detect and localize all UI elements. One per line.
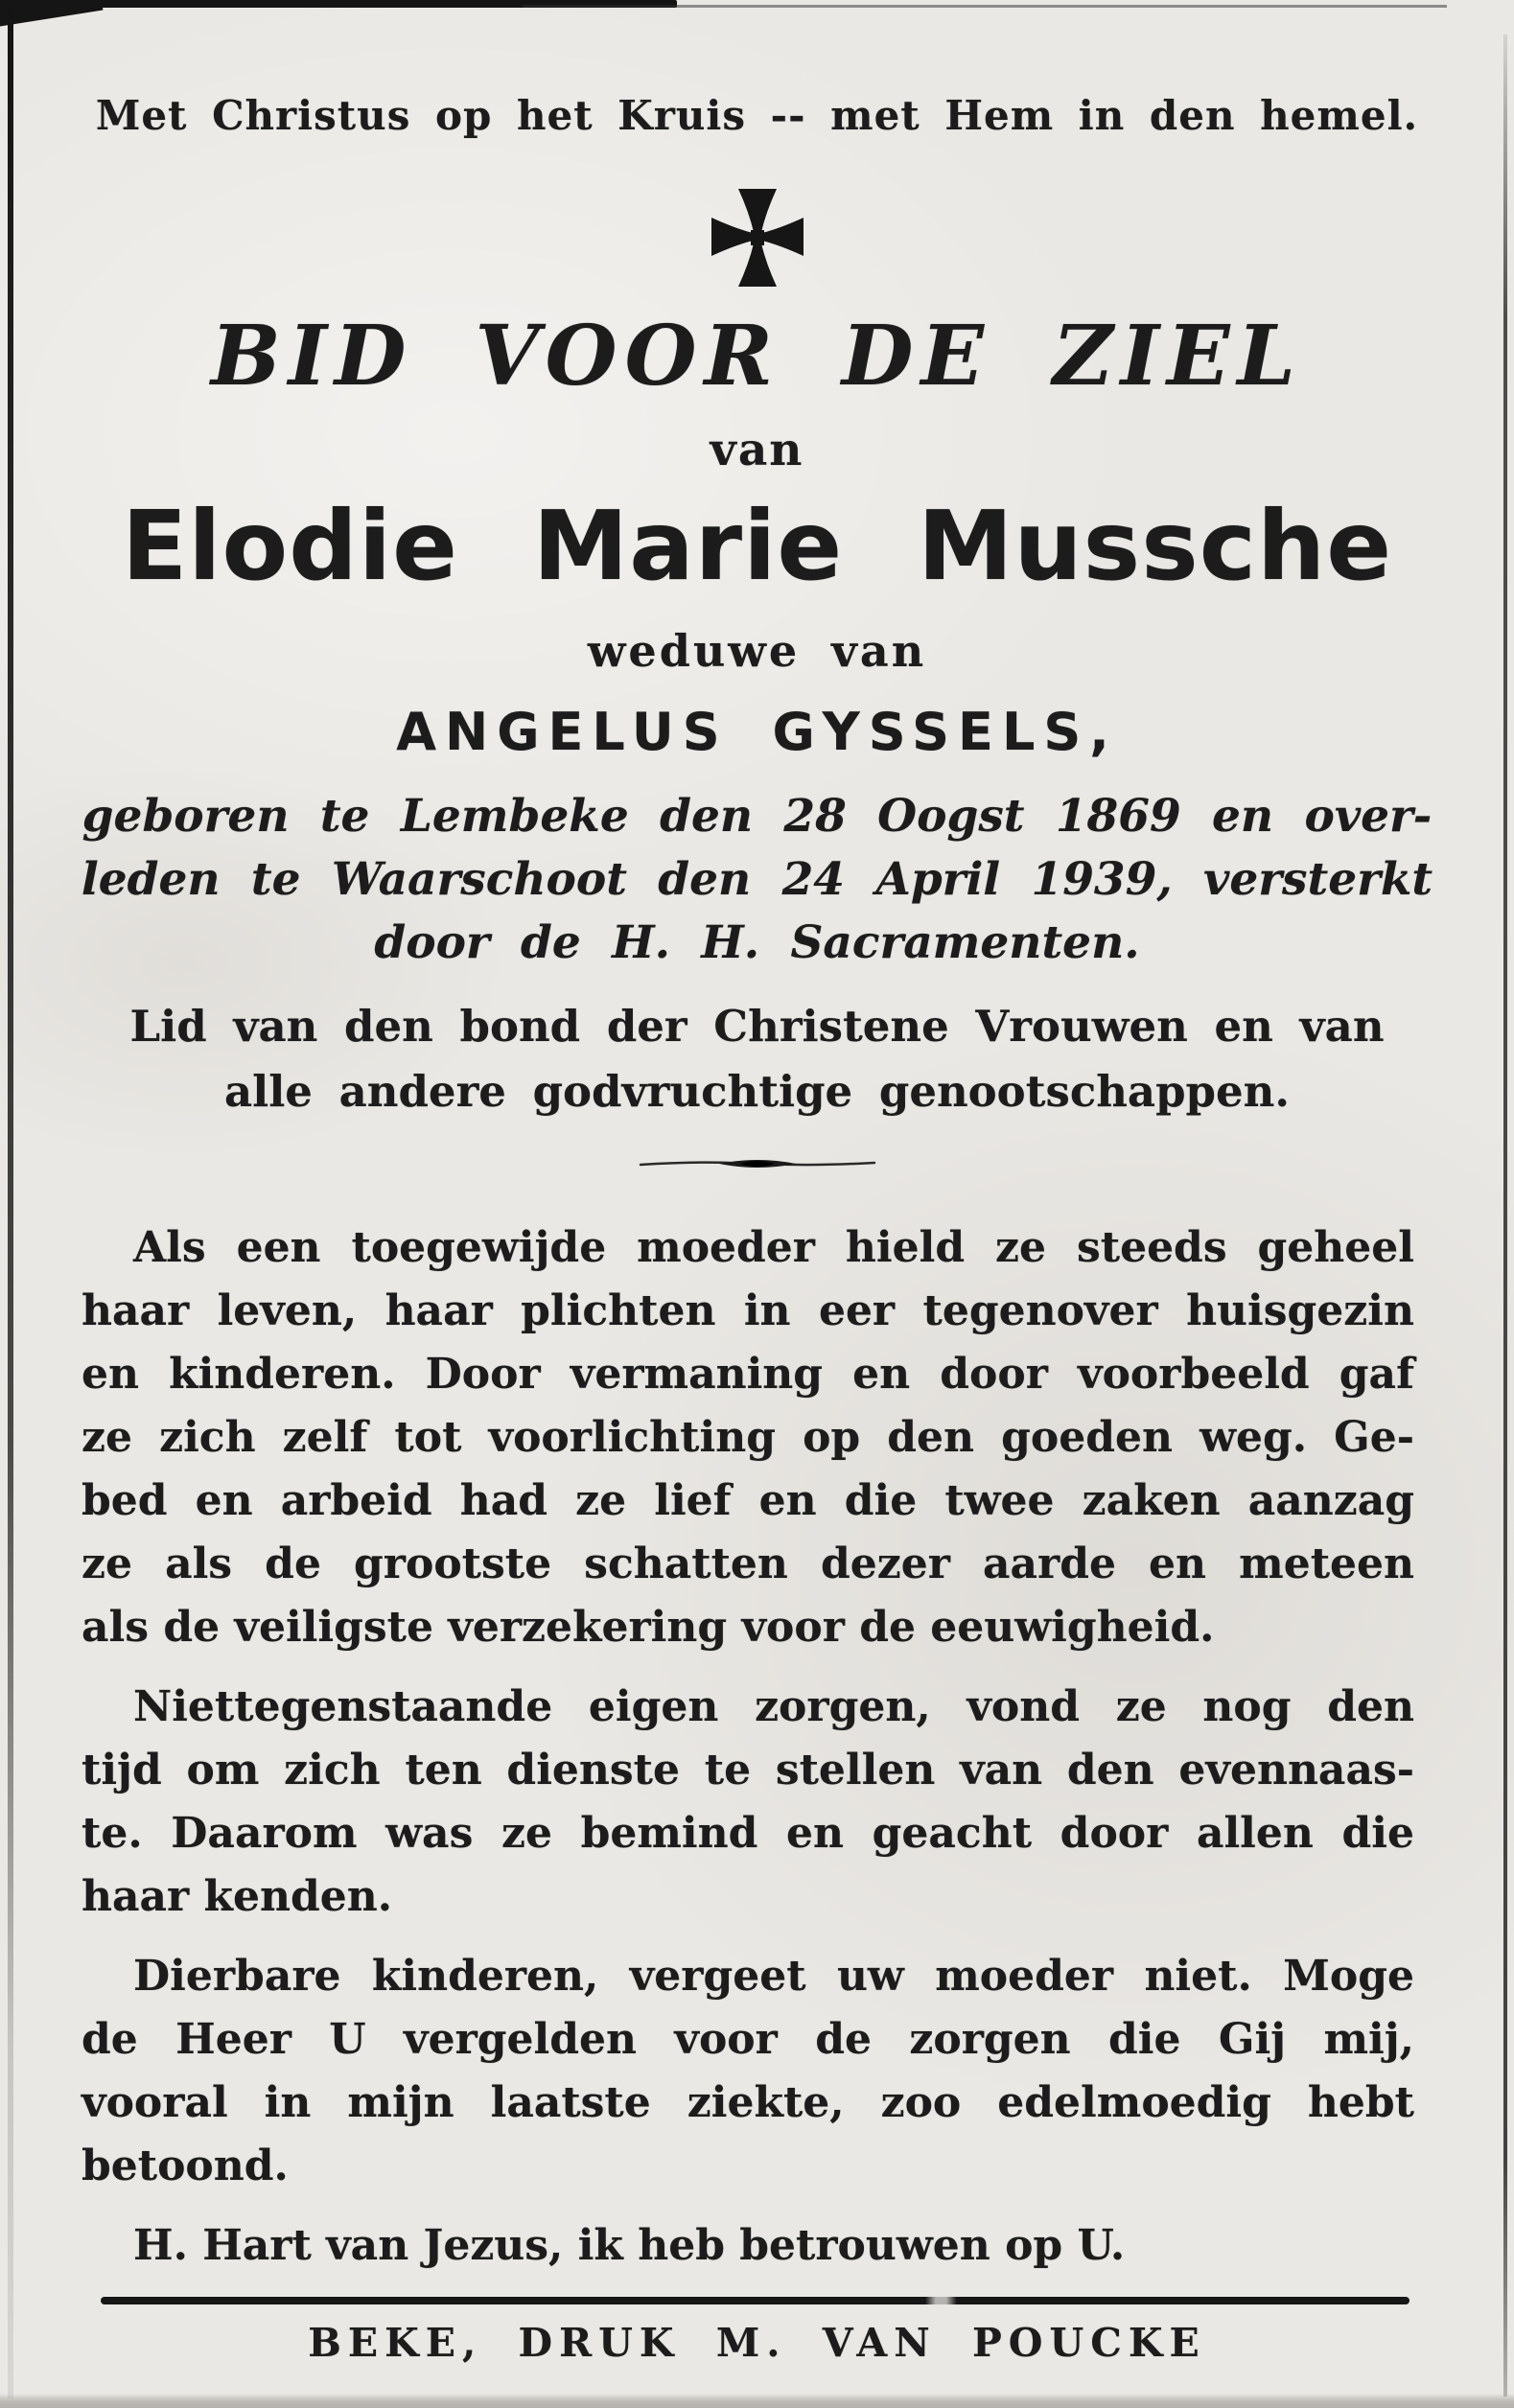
- paragraph: [82, 1945, 1414, 2198]
- body-line: haar kenden.: [82, 1872, 393, 1921]
- body-line: tijd om zich ten dienste te stellen van den evennaas-: [82, 1746, 1414, 1794]
- membership-note: [0, 994, 1514, 1124]
- spouse-name: ANGELUS GYSSELS,: [396, 702, 1118, 762]
- body-line: Dierbare kinderen, vergeet uw moeder niet. Moge: [133, 1952, 1414, 2001]
- body-line: als de veiligste verzekering voor de eeuwigheid.: [82, 1603, 1215, 1652]
- closing-invocation: [82, 2214, 1414, 2278]
- maltese-cross-icon: [0, 187, 1514, 289]
- birth-death-record: [0, 785, 1514, 975]
- body-line: te. Daarom was ze bemind en geacht door allen die: [82, 1809, 1414, 1858]
- epigraph-text: Met Christus op het Kruis -- met Hem in den hemel.: [95, 92, 1419, 139]
- body-line: de Heer U vergelden voor de zorgen die Gij mij,: [82, 2015, 1414, 2064]
- ornament-divider-icon: [0, 1155, 1514, 1172]
- footer-rule: [101, 2297, 1409, 2304]
- deceased-name: Elodie Marie Mussche: [121, 490, 1393, 602]
- card-header: [0, 0, 1514, 1172]
- scan-edge-right: [1503, 35, 1507, 2396]
- paragraph: [82, 1676, 1414, 1929]
- scan-edge-top-thin: [523, 5, 1447, 8]
- body-line: vooral in mijn laatste ziekte, zoo edelmoedig hebt: [82, 2078, 1414, 2127]
- membership-line: alle andere godvruchtige genootschappen.: [223, 1066, 1291, 1117]
- vitals-line: geboren te Lembeke den 28 Oogst 1869 en over-: [82, 790, 1432, 843]
- vitals-line: leden te Waarschoot den 24 April 1939, versterkt: [81, 853, 1433, 906]
- body-line: H. Hart van Jezus, ik heb betrouwen op U.: [133, 2221, 1126, 2270]
- scan-edge-left: [8, 8, 13, 2398]
- body-line: bed en arbeid had ze lief en die twee zaken aanzag: [82, 1476, 1414, 1525]
- body-line: ze zich zelf tot voorlichting op den goeden weg. Ge-: [82, 1413, 1414, 1462]
- relation-label: weduwe van: [587, 625, 927, 677]
- page-title: BID VOOR DE ZIEL: [211, 308, 1303, 405]
- body-line: ze als de grootste schatten dezer aarde en meteen: [82, 1540, 1414, 1588]
- printer-imprint: BEKE, DRUK M. VAN POUCKE: [308, 2320, 1206, 2366]
- scan-edge-bottom: [0, 2394, 1514, 2408]
- preposition-label: van: [710, 424, 804, 476]
- body-line: haar leven, haar plichten in eer tegenover huisgezin: [82, 1286, 1414, 1335]
- membership-line: Lid van den bond der Christene Vrouwen en van: [129, 1001, 1385, 1052]
- paragraph: [82, 1216, 1414, 1659]
- body-line: betoond.: [82, 2142, 289, 2190]
- body-line: Als een toegewijde moeder hield ze steeds geheel: [133, 1223, 1414, 1272]
- body-line: en kinderen. Door vermaning en door voorbeeld gaf: [82, 1350, 1414, 1399]
- body-line: Niettegenstaande eigen zorgen, vond ze nog den: [133, 1682, 1414, 1731]
- vitals-line: door de H. H. Sacramenten.: [374, 916, 1140, 969]
- eulogy-body: [82, 1216, 1414, 2278]
